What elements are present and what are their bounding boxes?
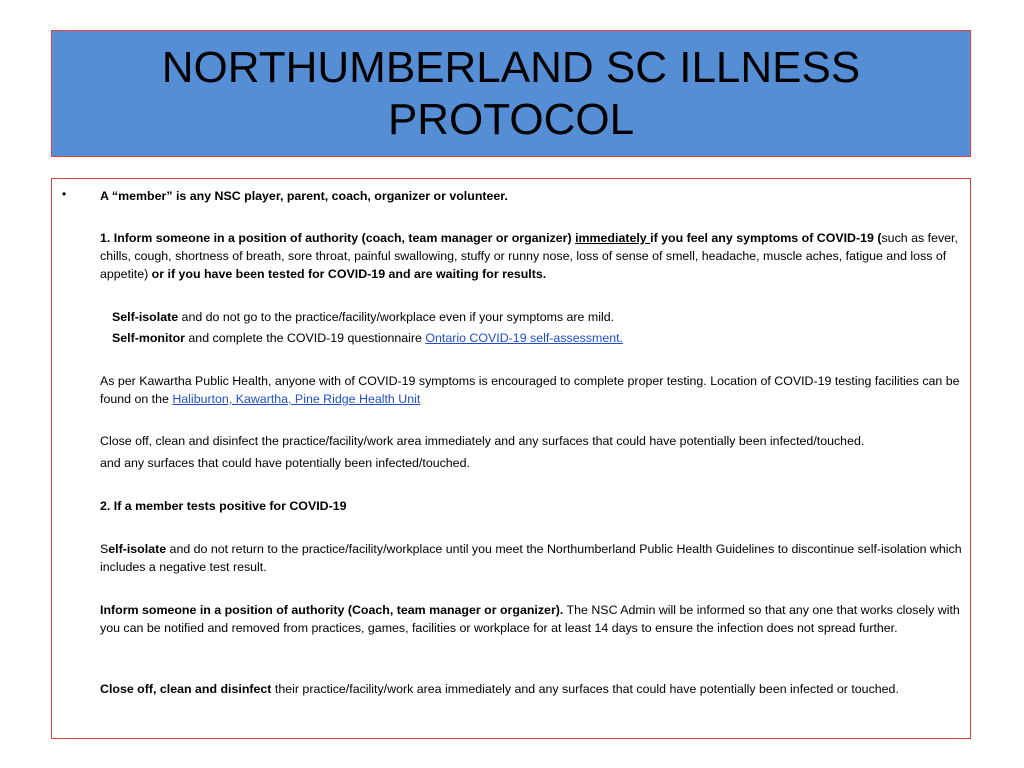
- inform-text: The NSC Admin will be informed so that any one that works closely with you can be notified and removed from practices, games, facilities or workplace for at least 14 days to ensure the infection does not spread further.: [100, 603, 960, 635]
- step1-paragraph: [100, 229, 962, 283]
- slide-title-line-1: NORTHUMBERLAND SC ILLNESS: [161, 42, 861, 92]
- step1-bold-continuation: if you feel any symptoms of COVID-19 (: [650, 231, 882, 245]
- checklist-bold: Self-isolate: [112, 310, 179, 324]
- self-isolate-text: and do not return to the practice/facility/workplace until you meet the Northumberland Public Health Guidelines to discontinue self-isolation which includes a negative test result.: [100, 542, 962, 574]
- checklist-bold: Self-monitor: [112, 331, 185, 345]
- bullet-icon: •: [62, 187, 67, 201]
- inform-paragraph: [100, 601, 962, 637]
- clean-paragraph-line-1: Close off, clean and disinfect the practice/facility/work area immediately and any surfaces that could have potentially been infected/touched.: [100, 434, 865, 448]
- step1-bold-tail: or if you have been tested for COVID-19 and are waiting for results.: [148, 267, 547, 281]
- health-unit-link[interactable]: Haliburton, Kawartha, Pine Ridge Health Unit: [172, 392, 421, 406]
- self-isolate-paragraph: [100, 540, 962, 576]
- checklist-text: and do not go to the practice/facility/workplace even if your symptoms are mild.: [178, 310, 615, 324]
- self-isolate-bold: elf-isolate: [108, 542, 167, 556]
- slide-title-banner: [51, 30, 971, 157]
- step2-heading: [100, 497, 962, 515]
- step1-immediately: immediately: [575, 231, 651, 245]
- checklist-text: and complete the COVID-19 questionnaire: [184, 331, 426, 345]
- member-definition: [100, 187, 962, 205]
- checklist-item-self-isolate: [100, 308, 962, 326]
- clean-paragraph-line-2: and any surfaces that could have potentially been infected/touched.: [100, 456, 470, 470]
- testing-text: As per Kawartha Public Health, anyone with of COVID-19 symptoms is encouraged to complete proper testing. Location of COVID-19 testing facilities can be found on the: [100, 374, 960, 406]
- testing-paragraph: [100, 372, 962, 408]
- step2-heading-text: 2. If a member tests positive for COVID-19: [100, 499, 347, 513]
- inform-bold: Inform someone in a position of authority (Coach, team manager or organizer).: [100, 603, 564, 617]
- self-isolate-initial: S: [100, 542, 109, 556]
- checklist-item-self-monitor: [100, 329, 962, 347]
- self-assessment-link[interactable]: Ontario COVID-19 self-assessment.: [425, 331, 623, 345]
- member-definition-text: A “member” is any NSC player, parent, coach, organizer or volunteer.: [100, 189, 508, 203]
- close-off-text: their practice/facility/work area immediately and any surfaces that could have potentially been infected or touched.: [271, 682, 899, 696]
- step1-symptoms: such as fever, chills, cough, shortness of breath, sore throat, painful swallowing, stuffy or runny nose, loss of sense of smell, headache, muscle aches, fatigue and loss of appetite): [100, 231, 958, 281]
- close-off-paragraph: [100, 680, 962, 698]
- content-panel: [51, 178, 971, 739]
- close-off-bold: Close off, clean and disinfect: [100, 682, 272, 696]
- step1-heading: 1. Inform someone in a position of authority (coach, team manager or organizer): [100, 231, 576, 245]
- slide-title-line-2: PROTOCOL: [387, 94, 635, 144]
